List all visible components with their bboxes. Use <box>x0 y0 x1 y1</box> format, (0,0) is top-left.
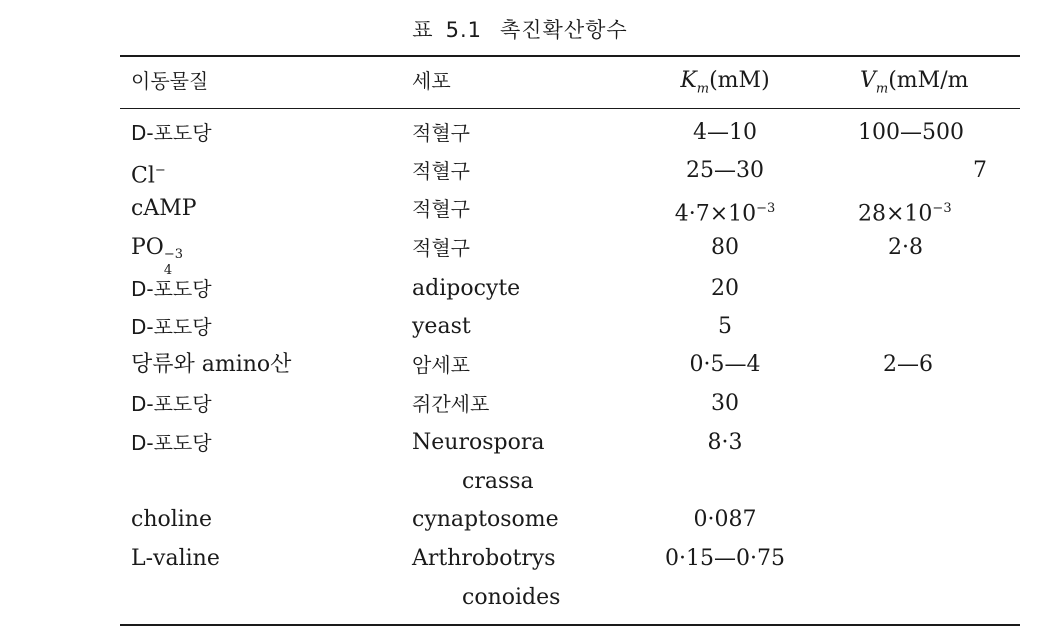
row-9-substance: D-포도당 <box>131 431 212 455</box>
row-5-km: 20 <box>711 276 739 301</box>
row-4-substance-subscript: 4 <box>163 263 173 278</box>
row-3-cell: 적혈구 <box>412 197 470 221</box>
header-rule <box>120 108 1020 109</box>
header-vm-symbol: V <box>860 68 876 93</box>
row-4-substance-charge: −3 <box>163 247 184 262</box>
row-2-cell: 적혈구 <box>412 159 470 183</box>
row-9-cell-line-2: crassa <box>462 469 534 494</box>
row-10-cell: cynaptosome <box>412 507 559 532</box>
row-6-cell: yeast <box>412 314 471 339</box>
row-4-vm: 2·8 <box>888 235 923 260</box>
header-km-unit: (mM) <box>709 68 770 93</box>
row-6-substance: D-포도당 <box>131 315 212 339</box>
bottom-rule <box>120 624 1020 626</box>
header-km-symbol: K <box>680 68 697 93</box>
header-vm-unit: (mM/m <box>888 68 969 93</box>
table-title-text: 촉진확산항수 <box>499 18 628 42</box>
row-7-vm: 2—6 <box>883 352 933 377</box>
row-11-km: 0·15—0·75 <box>665 546 785 571</box>
row-2-vm: 7 <box>973 158 987 183</box>
row-7-km: 0·5—4 <box>689 352 761 377</box>
row-2-substance <box>131 158 166 189</box>
row-7-cell: 암세포 <box>412 353 470 377</box>
row-3-vm-exponent: −3 <box>932 201 952 216</box>
row-1-cell: 적혈구 <box>412 121 470 145</box>
row-8-km: 30 <box>711 391 739 416</box>
row-3-substance: cAMP <box>131 196 197 221</box>
table-title <box>0 14 1040 44</box>
row-11-cell-line-2: conoides <box>462 585 561 610</box>
row-3-vm <box>858 196 952 227</box>
header-vm <box>860 68 968 102</box>
row-10-km: 0·087 <box>693 507 757 532</box>
row-2-substance-base: Cl <box>131 163 155 189</box>
row-3-km-exponent: −3 <box>756 201 776 216</box>
row-9-cell: Neurospora <box>412 430 545 455</box>
row-7-substance: 당류와 amino산 <box>131 352 292 377</box>
row-10-substance: choline <box>131 507 212 532</box>
row-4-cell: 적혈구 <box>412 236 470 260</box>
row-3-vm-base: 28×10 <box>858 201 933 227</box>
row-5-cell: adipocyte <box>412 276 521 301</box>
header-substance: 이동물질 <box>131 69 209 93</box>
row-6-km: 5 <box>718 314 732 339</box>
row-8-substance: D-포도당 <box>131 392 212 416</box>
row-4-km: 80 <box>711 235 739 260</box>
header-km <box>680 68 769 102</box>
row-11-substance: L-valine <box>131 546 220 571</box>
row-1-substance: D-포도당 <box>131 121 212 145</box>
row-9-km: 8·3 <box>707 430 743 455</box>
header-vm-subscript: m <box>875 81 889 97</box>
row-3-km <box>675 196 776 227</box>
row-1-vm: 100—500 <box>858 120 964 145</box>
row-1-km: 4—10 <box>693 120 757 145</box>
table-title-label: 표 <box>412 18 434 42</box>
top-rule <box>120 55 1020 57</box>
row-3-km-base: 4·7×10 <box>674 201 757 227</box>
row-2-substance-charge: − <box>154 163 166 178</box>
row-4-substance-base: PO <box>131 235 164 260</box>
row-11-cell: Arthrobotrys <box>412 546 556 571</box>
row-4-substance <box>131 235 184 278</box>
row-8-cell: 쥐간세포 <box>412 392 490 416</box>
header-cell: 세포 <box>412 69 451 93</box>
row-5-substance: D-포도당 <box>131 277 212 301</box>
header-km-subscript: m <box>696 81 710 97</box>
table-title-number: 5.1 <box>445 18 482 42</box>
row-2-km: 25—30 <box>686 158 764 183</box>
